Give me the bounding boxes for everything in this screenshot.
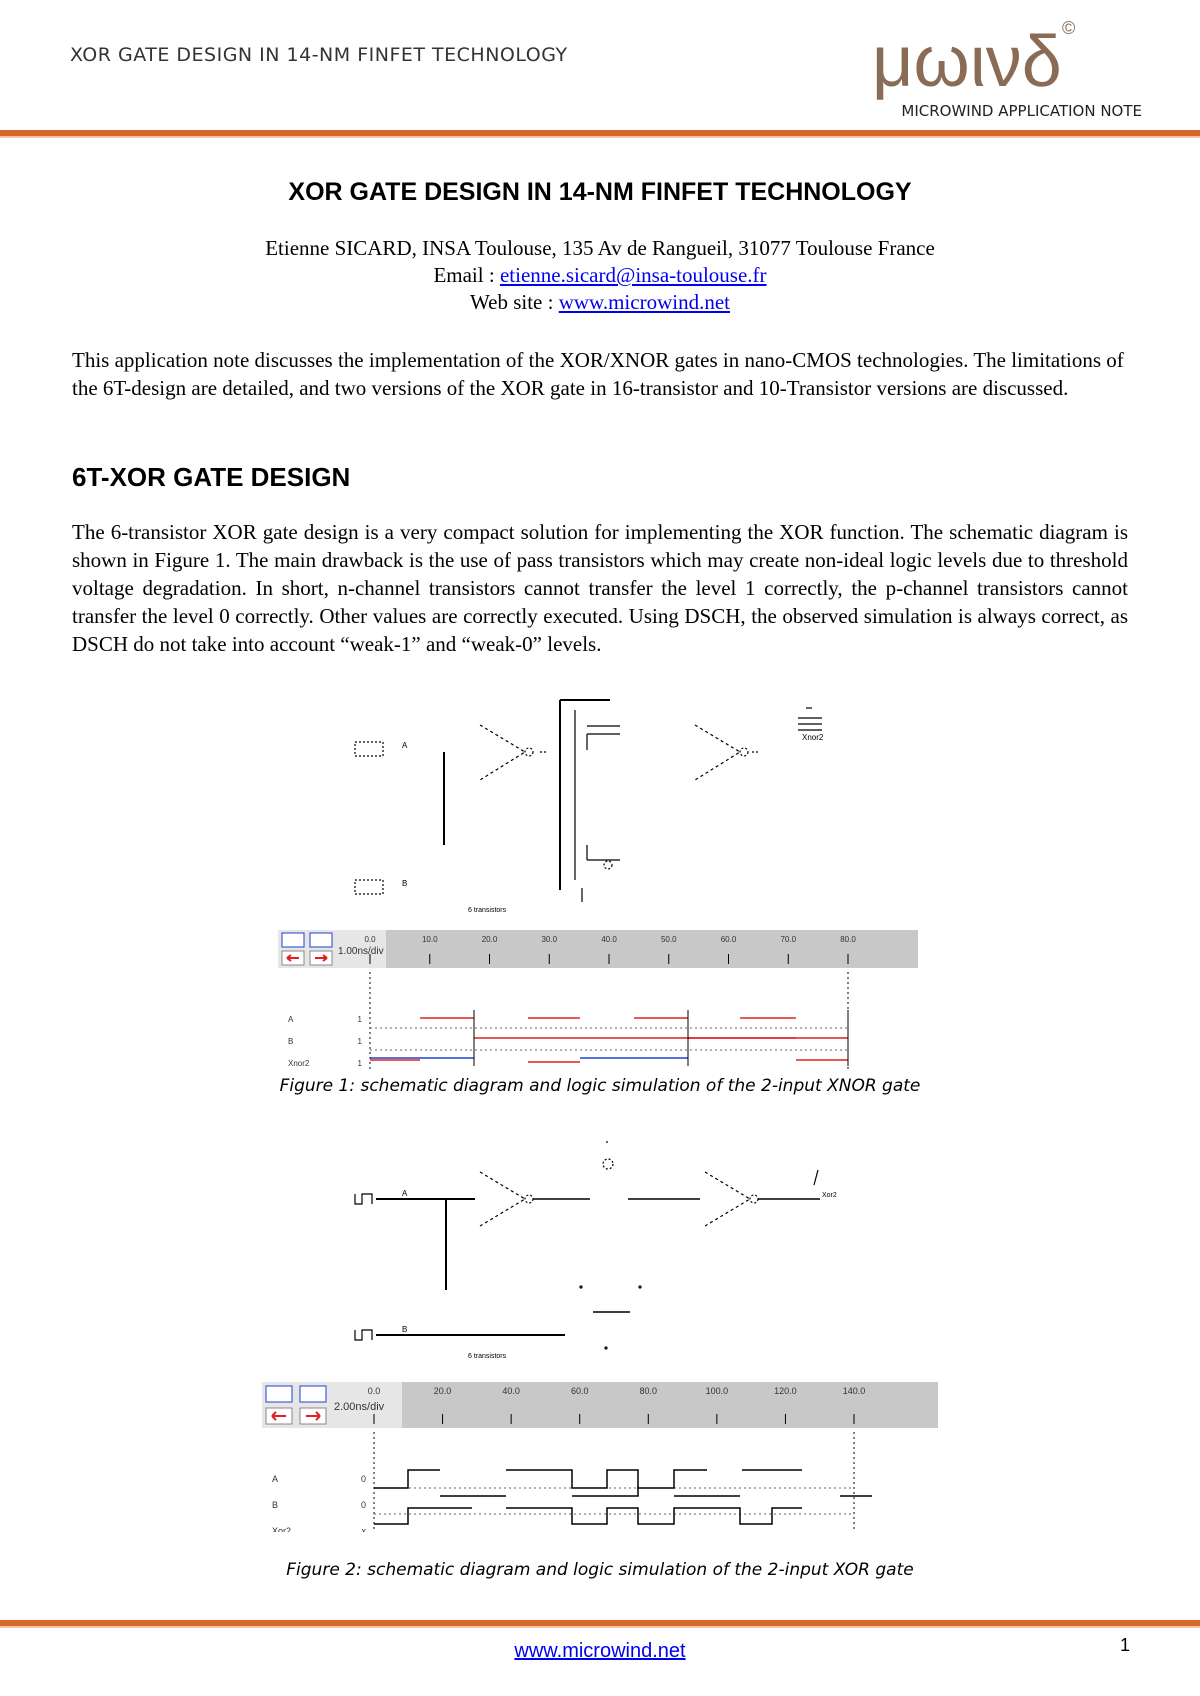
signal-value: 0	[360, 1500, 366, 1510]
time-tick-label: 10.0	[421, 935, 438, 944]
signal-value: 1	[357, 1059, 362, 1068]
signal-name: A	[288, 1015, 294, 1024]
svg-text:6 transistors: 6 transistors	[468, 907, 507, 914]
time-tick-label: 20.0	[481, 935, 498, 944]
figure2-simulation	[262, 1382, 938, 1532]
figure1-caption: Figure 1: schematic diagram and logic simulation of the 2-input XNOR gate	[279, 1076, 921, 1096]
email-line	[0, 263, 1200, 288]
website-label: Web site :	[470, 290, 559, 314]
author-line: Etienne SICARD, INSA Toulouse, 135 Av de Rangueil, 31077 Toulouse France	[265, 236, 935, 260]
time-tick-label: 0.0	[367, 1386, 381, 1396]
time-tick-label: 80.0	[639, 1386, 658, 1396]
svg-text:A: A	[402, 741, 408, 750]
figure1-simulation	[278, 930, 918, 1070]
abstract-paragraph: This application note discusses the implementation of the XOR/XNOR gates in nano-CMOS technologies. The limitations of the 6T-design are detailed, and two versions of the XOR gate in 16-transistor and 10-Transistor versions are discussed.	[72, 348, 1124, 400]
time-div-label: 2.00ns/div	[334, 1401, 385, 1413]
website-line	[0, 290, 1200, 315]
figure1-schematic	[350, 690, 870, 915]
website-link[interactable]: www.microwind.net	[558, 290, 730, 314]
time-tick-label: 120.0	[774, 1386, 797, 1396]
time-tick-label: 40.0	[502, 1386, 520, 1396]
zoom-out-icon[interactable]	[300, 1386, 326, 1402]
signal-value: x	[361, 1526, 366, 1532]
time-tick-label: 60.0	[720, 935, 737, 944]
time-tick-label: 40.0	[601, 935, 617, 944]
signal-name: A	[272, 1474, 279, 1484]
footer-rule-shadow	[0, 1626, 1200, 1628]
running-header-title: XOR GATE DESIGN IN 14-NM FINFET TECHNOLOGY	[70, 44, 568, 66]
time-tick-label: 20.0	[433, 1386, 452, 1396]
microwind-logo	[872, 6, 1082, 104]
email-label: Email :	[433, 263, 500, 287]
signal-value: 0	[360, 1474, 366, 1484]
figure2-schematic	[350, 1130, 870, 1360]
waveform-trace	[374, 1470, 802, 1488]
svg-text:B: B	[402, 879, 408, 888]
header-rule-shadow	[0, 136, 1200, 138]
signal-value: 1	[357, 1015, 362, 1024]
time-tick-label: 70.0	[780, 935, 797, 944]
time-div-label: 1.00ns/div	[338, 946, 384, 957]
signal-name: B	[272, 1500, 279, 1510]
signal-name: Xor2	[272, 1526, 292, 1532]
time-tick-label: 80.0	[840, 935, 856, 944]
svg-text:Xor2: Xor2	[822, 1192, 837, 1199]
time-tick-label: 30.0	[541, 935, 558, 944]
time-tick-label: 50.0	[660, 935, 677, 944]
footer-website-link[interactable]: www.microwind.net	[514, 1640, 686, 1662]
zoom-out-icon[interactable]	[310, 933, 332, 947]
section-heading: 6T-XOR GATE DESIGN	[72, 462, 351, 492]
figure2-caption: Figure 2: schematic diagram and logic simulation of the 2-input XOR gate	[286, 1560, 914, 1580]
email-link[interactable]: etienne.sicard@insa-toulouse.fr	[499, 263, 767, 287]
svg-text:Xnor2: Xnor2	[802, 733, 824, 742]
svg-text:B: B	[402, 1325, 408, 1334]
section-body: The 6-transistor XOR gate design is a very compact solution for implementing the XOR function. The schematic diagram is shown in Figure 1. The main drawback is the use of pass transistors which may create non-ideal logic levels due to threshold voltage degradation. In short, n-channel transistors cannot transfer the level 1 correctly, the p-channel transistors cannot transfer the level 0 correctly. Other values are correctly executed. Using DSCH, the observed simulation is always correct, as DSCH do not take into account “weak-1” and “weak-0” levels.	[72, 520, 1128, 656]
document-title: XOR GATE DESIGN IN 14-NM FINFET TECHNOLOGY	[288, 178, 912, 206]
zoom-in-icon[interactable]	[266, 1386, 292, 1402]
waveform-trace	[374, 1508, 802, 1524]
time-tick-label: 140.0	[842, 1386, 866, 1396]
signal-name: Xnor2	[288, 1059, 310, 1068]
zoom-in-icon[interactable]	[282, 933, 304, 947]
svg-text:A: A	[402, 1189, 408, 1198]
time-tick-label: 0.0	[364, 935, 376, 944]
signal-name: B	[288, 1037, 294, 1046]
time-tick-label: 60.0	[570, 1386, 589, 1396]
svg-text:6 transistors: 6 transistors	[468, 1353, 507, 1360]
footer-website	[0, 1640, 1200, 1663]
page-number: 1	[1119, 1635, 1130, 1655]
svg-text:μωινδ: μωινδ	[872, 22, 1062, 102]
svg-text:©: ©	[1062, 18, 1076, 38]
application-note-label: MICROWIND APPLICATION NOTE	[901, 102, 1142, 120]
signal-value: 1	[357, 1037, 362, 1046]
time-tick-label: 100.0	[705, 1386, 729, 1396]
